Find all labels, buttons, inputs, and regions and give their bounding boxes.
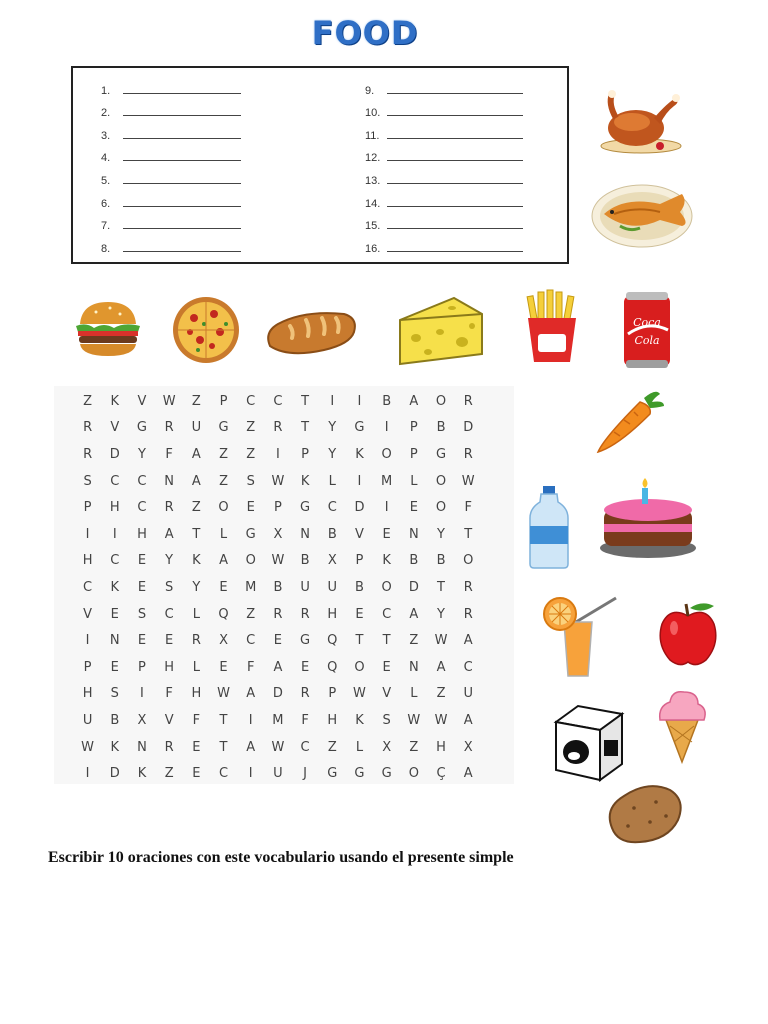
grid-letter[interactable]: E (110, 659, 119, 675)
grid-letter[interactable]: D (408, 579, 419, 595)
grid-letter[interactable]: Y (165, 553, 174, 569)
grid-letter[interactable]: P (138, 659, 146, 675)
grid-letter[interactable]: Y (192, 579, 201, 595)
grid-letter[interactable]: W (271, 473, 285, 489)
grid-letter[interactable]: A (463, 766, 473, 782)
grid-letter[interactable]: L (219, 526, 228, 542)
grid-letter[interactable]: D (109, 446, 120, 462)
grid-letter[interactable]: Ç (436, 766, 446, 782)
grid-letter[interactable]: R (164, 739, 174, 755)
grid-letter[interactable]: C (83, 579, 93, 595)
carrot-icon (594, 388, 666, 456)
grid-letter[interactable]: B (436, 420, 446, 436)
water-bottle-icon (526, 484, 572, 570)
grid-letter[interactable]: V (355, 526, 364, 542)
answer-line[interactable] (101, 142, 241, 165)
grid-letter[interactable]: E (219, 659, 228, 675)
grid-letter[interactable]: T (219, 712, 228, 728)
ice-cream-icon (654, 686, 710, 764)
cheese-icon (396, 294, 486, 368)
answer-number: 16. (365, 242, 381, 255)
answer-blank[interactable] (387, 115, 523, 116)
grid-letter[interactable]: X (382, 739, 392, 755)
grid-letter[interactable]: N (164, 473, 175, 489)
grid-letter[interactable]: H (191, 686, 202, 702)
grid-letter[interactable]: I (85, 633, 90, 649)
grid-letter[interactable]: U (327, 579, 338, 595)
grid-letter[interactable]: A (436, 659, 446, 675)
grid-letter[interactable]: T (219, 739, 228, 755)
answer-blank[interactable] (123, 183, 241, 184)
answer-number: 12. (365, 152, 381, 165)
answer-column-left (101, 74, 241, 255)
grid-letter[interactable]: M (245, 579, 257, 595)
grid-letter[interactable]: R (273, 606, 283, 622)
grid-letter[interactable]: Z (409, 739, 419, 755)
answer-blank[interactable] (123, 206, 241, 207)
grid-letter[interactable]: G (327, 766, 338, 782)
fish-dish-icon (590, 182, 700, 250)
grid-letter[interactable]: I (330, 393, 335, 409)
grid-letter[interactable]: S (137, 606, 147, 622)
grid-letter[interactable]: Z (246, 420, 256, 436)
answer-blank[interactable] (387, 228, 523, 229)
grid-letter[interactable]: B (409, 553, 419, 569)
grid-letter[interactable]: B (300, 553, 310, 569)
answer-line[interactable] (365, 142, 523, 165)
grid-letter[interactable]: D (354, 500, 365, 516)
grid-letter[interactable]: A (191, 446, 201, 462)
grid-letter[interactable]: S (165, 579, 174, 595)
grid-letter[interactable]: A (273, 659, 283, 675)
grid-letter[interactable]: Z (164, 766, 174, 782)
grid-letter[interactable]: O (463, 553, 474, 569)
word-search-grid (74, 388, 482, 787)
grid-letter[interactable]: K (382, 553, 391, 569)
grid-letter[interactable]: U (463, 686, 473, 702)
grid-letter[interactable]: O (408, 766, 419, 782)
grid-letter[interactable]: F (464, 500, 472, 516)
pizza-icon (170, 296, 242, 364)
grid-letter[interactable]: Y (328, 446, 337, 462)
worksheet-title: FOOD (311, 14, 419, 52)
grid-letter[interactable]: C (110, 473, 120, 489)
answer-number: 10. (365, 107, 381, 120)
answer-line[interactable] (101, 97, 241, 120)
grid-letter[interactable]: P (301, 446, 310, 462)
svg-text:Cola: Cola (634, 334, 660, 347)
grid-letter[interactable]: Y (137, 446, 146, 462)
grid-letter[interactable]: R (83, 420, 93, 436)
grid-letter[interactable]: I (248, 766, 253, 782)
grid-letter[interactable]: L (192, 659, 200, 675)
grid-letter[interactable]: B (110, 712, 120, 728)
grid-letter[interactable]: T (192, 526, 201, 542)
grid-letter[interactable]: U (300, 579, 310, 595)
grid-letter[interactable]: Z (83, 393, 93, 409)
grid-letter[interactable]: K (355, 712, 364, 728)
grid-letter[interactable]: C (273, 393, 283, 409)
grid-letter[interactable]: I (140, 686, 144, 702)
grid-letter[interactable]: B (327, 526, 337, 542)
grid-letter[interactable]: K (300, 473, 310, 489)
grid-letter[interactable]: E (219, 579, 228, 595)
grid-letter[interactable]: L (355, 739, 364, 755)
answer-line[interactable] (101, 210, 241, 233)
grid-letter[interactable]: C (300, 739, 310, 755)
grid-letter[interactable]: H (436, 739, 446, 755)
grid-letter[interactable]: X (327, 553, 337, 569)
grid-letter[interactable]: R (300, 606, 310, 622)
grid-letter[interactable]: F (246, 659, 255, 675)
grid-letter[interactable]: G (245, 526, 256, 542)
answer-blank[interactable] (387, 183, 523, 184)
grid-letter[interactable]: N (408, 659, 419, 675)
answer-box (71, 66, 569, 264)
grid-letter[interactable]: W (434, 633, 448, 649)
grid-letter[interactable]: A (463, 712, 473, 728)
grid-letter[interactable]: A (191, 473, 201, 489)
grid-letter[interactable]: E (137, 579, 147, 595)
grid-letter[interactable]: V (137, 393, 147, 409)
grid-letter[interactable]: W (461, 473, 475, 489)
grid-letter[interactable]: X (463, 739, 473, 755)
grid-letter[interactable]: Y (328, 420, 337, 436)
grid-letter[interactable]: V (164, 712, 174, 728)
grid-letter[interactable]: Z (191, 393, 201, 409)
grid-letter[interactable]: R (164, 420, 174, 436)
grid-letter[interactable]: R (191, 633, 201, 649)
answer-line[interactable] (365, 187, 523, 210)
grid-letter[interactable]: E (110, 606, 119, 622)
grid-letter[interactable]: W (271, 553, 285, 569)
answer-blank[interactable] (123, 115, 241, 116)
grid-letter[interactable]: C (218, 766, 229, 782)
answer-blank[interactable] (123, 138, 241, 139)
grid-letter[interactable]: W (162, 393, 176, 409)
grid-letter[interactable]: P (83, 500, 92, 516)
grid-letter[interactable]: K (110, 579, 120, 595)
svg-text:Coca: Coca (633, 316, 661, 329)
grid-letter[interactable]: D (272, 686, 283, 702)
grid-letter[interactable]: E (300, 659, 310, 675)
word-search-puzzle (54, 386, 514, 784)
grid-letter[interactable]: A (409, 393, 419, 409)
grid-letter[interactable]: B (436, 553, 446, 569)
grid-letter[interactable]: S (110, 686, 119, 702)
grid-letter[interactable]: Q (327, 633, 338, 649)
grid-letter[interactable]: Y (437, 606, 445, 622)
grid-letter[interactable]: U (191, 420, 202, 436)
grid-letter[interactable]: R (463, 393, 473, 409)
grid-letter[interactable]: O (245, 553, 256, 569)
answer-line[interactable] (101, 232, 241, 255)
grid-letter[interactable]: P (355, 553, 364, 569)
grid-letter[interactable]: H (82, 553, 93, 569)
grid-letter[interactable]: W (434, 712, 448, 728)
grid-letter[interactable]: I (112, 526, 117, 542)
grid-letter[interactable]: I (357, 473, 362, 489)
answer-blank[interactable] (123, 228, 241, 229)
grid-letter[interactable]: K (192, 553, 201, 569)
grid-letter[interactable]: E (137, 633, 147, 649)
grid-letter[interactable]: J (303, 766, 308, 782)
bread-icon (264, 306, 358, 358)
grid-letter[interactable]: H (137, 526, 147, 542)
answer-number: 11. (365, 129, 380, 142)
roast-chicken-icon (596, 88, 686, 156)
grid-letter[interactable]: W (271, 739, 285, 755)
answer-number: 6. (101, 197, 111, 210)
grid-letter[interactable]: P (219, 393, 228, 409)
answer-blank[interactable] (123, 93, 241, 94)
grid-letter[interactable]: L (192, 606, 200, 622)
grid-letter[interactable]: E (382, 659, 391, 675)
answer-number: 2. (101, 107, 111, 120)
grid-letter[interactable]: R (463, 579, 473, 595)
answer-number: 8. (101, 242, 111, 255)
grid-letter[interactable]: T (355, 633, 364, 649)
grid-letter[interactable]: B (355, 579, 364, 595)
grid-letter[interactable]: Z (246, 606, 256, 622)
grid-letter[interactable]: P (328, 686, 337, 702)
grid-letter[interactable]: U (273, 766, 283, 782)
grid-letter[interactable]: X (273, 526, 283, 542)
grid-letter[interactable]: Z (219, 446, 228, 462)
answer-blank[interactable] (123, 160, 241, 161)
grid-letter[interactable]: E (382, 526, 391, 542)
grid-letter[interactable]: O (435, 500, 447, 516)
grid-letter[interactable]: R (300, 686, 310, 702)
grid-letter[interactable]: O (218, 500, 229, 516)
answer-blank[interactable] (387, 93, 523, 94)
grid-letter[interactable]: V (382, 686, 392, 702)
grid-letter[interactable]: N (137, 739, 147, 755)
grid-letter[interactable]: N (408, 526, 419, 542)
grid-letter[interactable]: F (192, 712, 201, 728)
answer-number: 15. (365, 220, 381, 233)
grid-letter[interactable]: C (327, 500, 337, 516)
grid-letter[interactable]: I (384, 420, 389, 436)
answer-line[interactable] (101, 119, 241, 142)
answer-number: 14. (365, 197, 381, 210)
grid-letter[interactable]: H (327, 712, 338, 728)
grid-letter[interactable]: S (246, 473, 255, 489)
answer-number: 1. (101, 84, 111, 97)
grid-letter[interactable]: A (463, 633, 473, 649)
grid-letter[interactable]: C (110, 553, 120, 569)
answer-line[interactable] (101, 74, 241, 97)
grid-letter[interactable]: W (353, 686, 366, 702)
grid-letter[interactable]: T (437, 579, 445, 595)
grid-letter[interactable]: X (137, 712, 147, 728)
grid-letter[interactable]: L (410, 686, 418, 702)
grid-letter[interactable]: A (164, 526, 174, 542)
answer-line[interactable] (365, 164, 523, 187)
grid-letter[interactable]: L (328, 473, 336, 489)
grid-letter[interactable]: A (246, 739, 256, 755)
grid-letter[interactable]: T (301, 393, 310, 409)
grid-letter[interactable]: R (463, 446, 473, 462)
grid-letter[interactable]: T (464, 526, 473, 542)
grid-letter[interactable]: Y (437, 526, 445, 542)
grid-letter[interactable]: E (137, 553, 147, 569)
grid-letter[interactable]: P (409, 420, 418, 436)
grid-letter[interactable]: C (382, 606, 392, 622)
grid-letter[interactable]: R (463, 606, 473, 622)
grid-letter[interactable]: F (301, 712, 309, 728)
grid-letter[interactable]: M (272, 712, 284, 728)
grid-letter[interactable]: I (248, 712, 253, 728)
grid-letter[interactable]: F (165, 686, 173, 702)
grid-letter[interactable]: C (463, 659, 473, 675)
grid-letter[interactable]: S (382, 712, 391, 728)
potato-icon (604, 778, 684, 846)
grid-letter[interactable]: O (381, 446, 392, 462)
milk-carton-icon (544, 700, 628, 784)
grid-letter[interactable]: E (246, 500, 255, 516)
grid-letter[interactable]: G (300, 633, 311, 649)
grid-letter[interactable]: G (435, 446, 447, 462)
grid-letter[interactable]: Z (409, 633, 419, 649)
grid-letter[interactable]: I (85, 766, 90, 782)
grid-letter[interactable]: P (83, 659, 92, 675)
answer-number: 5. (101, 174, 111, 187)
grid-letter[interactable]: A (409, 606, 419, 622)
grid-letter[interactable]: C (137, 473, 147, 489)
grid-letter[interactable]: F (165, 446, 173, 462)
grid-letter[interactable]: Z (246, 446, 256, 462)
grid-letter[interactable]: C (137, 500, 147, 516)
grid-letter[interactable]: G (354, 766, 365, 782)
grid-letter[interactable]: D (109, 766, 120, 782)
answer-line[interactable] (365, 232, 523, 255)
answer-number: 4. (101, 152, 111, 165)
answer-blank[interactable] (387, 160, 523, 161)
answer-line[interactable] (365, 74, 523, 97)
grid-letter[interactable]: W (81, 739, 95, 755)
grid-letter[interactable]: Q (327, 659, 338, 675)
grid-letter[interactable]: S (83, 473, 92, 489)
grid-letter[interactable]: O (435, 393, 447, 409)
grid-letter[interactable]: I (384, 500, 389, 516)
grid-letter[interactable]: Z (436, 686, 446, 702)
grid-letter[interactable]: H (109, 500, 120, 516)
answer-number: 13. (365, 174, 381, 187)
answer-number: 7. (101, 220, 111, 233)
grid-letter[interactable]: I (85, 526, 90, 542)
grid-letter[interactable]: Z (219, 473, 228, 489)
orange-juice-icon (540, 592, 622, 680)
grid-letter[interactable]: H (82, 686, 93, 702)
grid-letter[interactable]: T (382, 633, 391, 649)
grid-letter[interactable]: T (301, 420, 310, 436)
grid-letter[interactable]: E (273, 633, 283, 649)
grid-letter[interactable]: C (164, 606, 174, 622)
grid-letter[interactable]: G (354, 420, 365, 436)
answer-line[interactable] (101, 164, 241, 187)
grid-letter[interactable]: C (246, 393, 256, 409)
grid-letter[interactable]: G (300, 500, 311, 516)
grid-letter[interactable]: K (110, 393, 120, 409)
grid-letter[interactable]: E (409, 500, 418, 516)
answer-column-right (365, 74, 523, 255)
grid-letter[interactable]: O (381, 579, 392, 595)
grid-letter[interactable]: G (218, 420, 229, 436)
grid-letter[interactable]: Z (191, 500, 201, 516)
grid-letter[interactable]: D (463, 420, 474, 436)
grid-letter[interactable]: E (355, 606, 364, 622)
cola-can-icon (620, 290, 674, 370)
grid-letter[interactable]: E (192, 766, 201, 782)
answer-line[interactable] (365, 119, 523, 142)
grid-letter[interactable]: H (164, 659, 175, 675)
answer-number: 3. (101, 129, 111, 142)
grid-letter[interactable]: H (327, 606, 338, 622)
answer-blank[interactable] (387, 138, 523, 139)
grid-letter[interactable]: M (381, 473, 393, 489)
birthday-cake-icon (598, 476, 698, 560)
grid-letter[interactable]: W (217, 686, 230, 702)
grid-letter[interactable]: O (435, 473, 447, 489)
grid-letter[interactable]: K (355, 446, 364, 462)
grid-letter[interactable]: G (136, 420, 147, 436)
grid-letter[interactable]: N (109, 633, 120, 649)
grid-letter[interactable]: G (381, 766, 392, 782)
grid-letter[interactable]: L (410, 473, 418, 489)
grid-letter[interactable]: N (300, 526, 310, 542)
grid-letter[interactable]: K (137, 766, 147, 782)
answer-line[interactable] (365, 210, 523, 233)
grid-letter[interactable]: R (164, 500, 174, 516)
grid-letter[interactable]: E (165, 633, 174, 649)
grid-letter[interactable]: K (110, 739, 120, 755)
grid-letter[interactable]: B (273, 579, 283, 595)
grid-letter[interactable]: R (83, 446, 93, 462)
grid-letter[interactable]: I (275, 446, 280, 462)
grid-letter[interactable]: R (273, 420, 283, 436)
grid-letter[interactable]: O (354, 659, 365, 675)
grid-letter[interactable]: A (219, 553, 228, 569)
grid-letter[interactable]: E (192, 739, 201, 755)
answer-blank[interactable] (123, 251, 241, 252)
answer-blank[interactable] (387, 251, 523, 252)
grid-letter[interactable]: P (273, 500, 282, 516)
grid-letter[interactable]: C (246, 633, 256, 649)
grid-letter[interactable]: W (407, 712, 421, 728)
hamburger-icon (74, 298, 142, 358)
grid-letter[interactable]: B (382, 393, 392, 409)
apple-icon (656, 600, 720, 668)
grid-letter[interactable]: I (357, 393, 362, 409)
grid-letter[interactable]: Z (327, 739, 337, 755)
answer-blank[interactable] (387, 206, 523, 207)
grid-letter[interactable]: Q (218, 606, 229, 622)
grid-letter[interactable]: V (83, 606, 93, 622)
answer-number: 9. (365, 84, 375, 97)
grid-letter[interactable]: V (110, 420, 120, 436)
instruction-text: Escribir 10 oraciones con este vocabulario usando el presente simple (48, 849, 514, 866)
answer-line[interactable] (101, 187, 241, 210)
grid-letter[interactable]: A (246, 686, 256, 702)
grid-letter[interactable]: X (219, 633, 228, 649)
french-fries-icon (522, 288, 582, 364)
answer-line[interactable] (365, 97, 523, 120)
grid-letter[interactable]: U (82, 712, 93, 728)
grid-letter[interactable]: P (409, 446, 418, 462)
